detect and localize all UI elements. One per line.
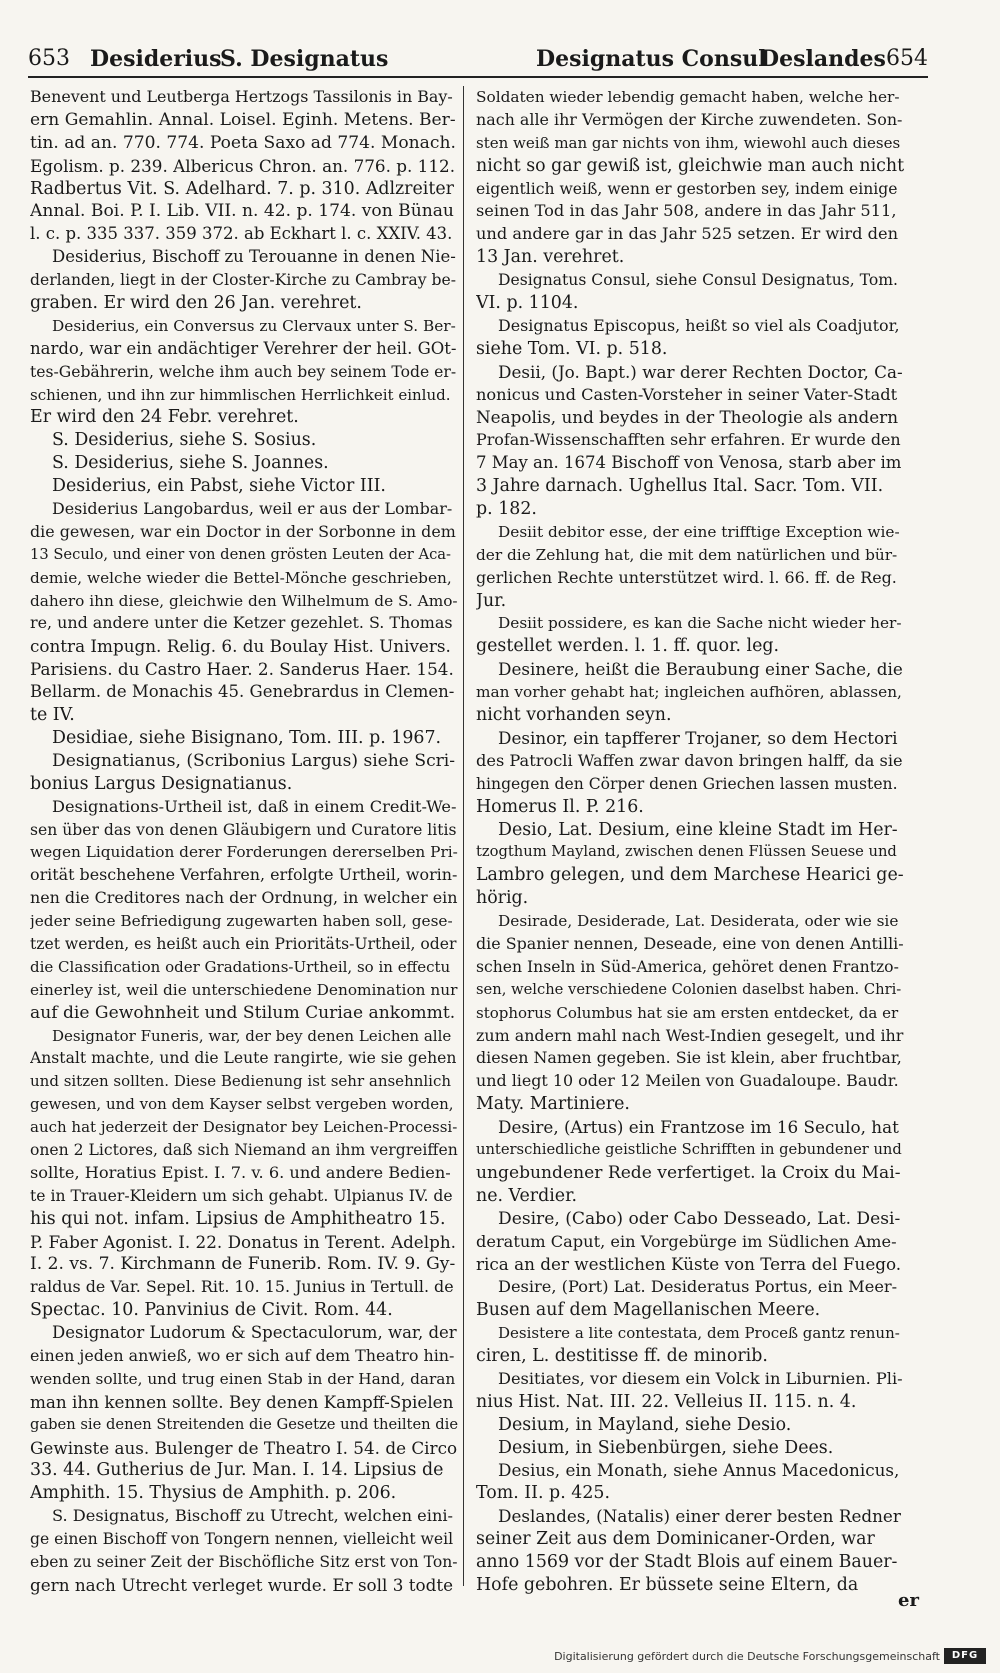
text-line: 7 May an. 1674 Bischoff von Venosa, starb aber im [476, 453, 902, 473]
column-divider [463, 86, 464, 1586]
text-line: Desistere a lite contestata, dem Proceß gantz renun- [498, 1324, 900, 1343]
running-header [28, 40, 928, 78]
text-line: raldus de Var. Sepel. Rit. 10. 15. Junius in Tertull. de [30, 1277, 454, 1297]
text-line: Annal. Boi. P. I. Lib. VII. n. 42. p. 174. von Bünau [30, 201, 454, 222]
text-line: schen Inseln in Süd-America, gehöret denen Frantzo- [476, 957, 899, 976]
text-line: S. Designatus, Bischoff zu Utrecht, welchen eini- [52, 1506, 454, 1526]
text-line: Desire, (Artus) ein Frantzose im 16 Seculo, hat [498, 1117, 899, 1138]
text-line: tin. ad an. 770. 774. Poeta Saxo ad 774. Monach. [30, 132, 456, 153]
text-line: Lambro gelegen, und dem Marchese Hearici ge- [476, 865, 904, 886]
text-line: auf die Gewohnheit und Stilum Curiae ankommt. [30, 1002, 456, 1023]
text-line: hingegen den Cörper denen Griechen lassen musten. [476, 774, 898, 793]
text-line: zum andern mahl nach West-Indien gesegelt, und ihr [476, 1025, 904, 1045]
text-line: man vorher gehabt hat; ingleichen aufhören, ablassen, [476, 683, 902, 702]
text-line: und andere gar in das Jahr 525 setzen. Er wird den [476, 224, 899, 244]
text-line: orität beschehene Verfahren, erfolgte Urtheil, worin- [30, 865, 458, 885]
text-line: derlanden, liegt in der Closter-Kirche zu Cambray be- [30, 271, 456, 290]
text-line: nicht so gar gewiß ist, gleichwie man auch nicht [476, 155, 904, 176]
text-line: nardo, war ein andächtiger Verehrer der heil. GOt- [30, 338, 457, 358]
text-line: Anstalt machte, und die Leute rangirte, wie sie gehen [30, 1049, 457, 1068]
text-line: nicht vorhanden seyn. [476, 705, 672, 726]
text-line: I. 2. vs. 7. Kirchmann de Funerib. Rom. IV. 9. Gy- [30, 1254, 456, 1275]
text-line: deratum Caput, ein Vorgebürge im Südlichen Ame- [476, 1231, 897, 1251]
text-line: te in Trauer-Kleidern um sich gehabt. Ulpianus IV. de [30, 1186, 453, 1205]
text-line: nius Hist. Nat. III. 22. Velleius II. 115. n. 4. [476, 1391, 857, 1412]
text-line: man ihn kennen sollte. Bey denen Kampff-Spielen [30, 1391, 454, 1412]
text-line: Desidiae, siehe Bisignano, Tom. III. p. 1967. [52, 727, 442, 748]
text-line: Designatus Episcopus, heißt so viel als Coadjutor, [498, 315, 900, 335]
text-line: sollte, Horatius Epist. I. 7. v. 6. und andere Bedien- [30, 1162, 451, 1182]
header-keyword-right-2: Deslandes [760, 46, 886, 72]
text-line: der die Zehlung hat, die mit dem natürlichen und bür- [476, 545, 898, 564]
text-line: 13 Jan. verehret. [476, 247, 625, 268]
text-line: Bellarm. de Monachis 45. Genebrardus in Clemen- [30, 682, 455, 702]
text-line: Er wird den 24 Febr. verehret. [30, 407, 299, 428]
text-line: Desinor, ein tapfferer Trojaner, so dem Hectori [498, 727, 898, 748]
text-line: sen, welche verschiedene Colonien daselbst haben. Chri- [476, 980, 902, 998]
text-line: und liegt 10 oder 12 Meilen von Guadaloupe. Baudr. [476, 1071, 899, 1091]
text-line: ge einen Bischoff von Tongern nennen, vielleicht weil [30, 1530, 454, 1549]
page-number-right: 654 [886, 46, 928, 71]
text-line: einerley ist, weil die unterschiedene Denomination nur [30, 980, 458, 999]
text-line: sen über das von denen Gläubigern und Curatore litis [30, 820, 457, 839]
text-line: Deslandes, (Natalis) einer derer besten Redner [498, 1506, 901, 1527]
text-line: P. Faber Agonist. I. 22. Donatus in Terent. Adelph. [30, 1231, 456, 1252]
text-line: wenden sollte, und trug einen Stab in der Hand, daran [30, 1369, 456, 1388]
text-line: re, und andere unter die Ketzer gezehlet. S. Thomas [30, 613, 453, 633]
text-line: sten weiß man gar nichts von ihm, wiewohl auch dieses [476, 133, 901, 152]
text-line: gestellet werden. l. 1. ff. quor. leg. [476, 636, 780, 657]
text-line: einen jeden anwieß, wo er sich auf dem Theatro hin- [30, 1345, 455, 1365]
text-line: S. Desiderius, siehe S. Joannes. [52, 453, 329, 474]
text-line: ciren, L. destitisse ff. de minorib. [476, 1345, 768, 1366]
text-line: seinen Tod in das Jahr 508, andere in das Jahr 511, [476, 201, 897, 221]
text-line: die Classification oder Gradations-Urtheil, so in effectu [30, 957, 451, 976]
text-line: Soldaten wieder lebendig gemacht haben, welche her- [476, 88, 900, 106]
text-line: eben zu seiner Zeit der Bischöfliche Sitz erst von Ton- [30, 1553, 458, 1571]
text-line: Desius, ein Monath, siehe Annus Macedonicus, [498, 1460, 900, 1481]
text-line: dahero ihn diese, gleichwie den Wilhelmum de S. Amo- [30, 591, 458, 610]
text-line: Spectac. 10. Panvinius de Civit. Rom. 44. [30, 1300, 393, 1321]
text-line: nach alle ihr Vermögen der Kirche zuwendeten. Son- [476, 109, 903, 129]
text-line: Desitiates, vor diesem ein Volck in Liburnien. Pli- [498, 1368, 903, 1388]
text-line: rica an der westlichen Küste von Terra del Fuego. [476, 1254, 902, 1275]
text-line: 33. 44. Gutherius de Jur. Man. I. 14. Lipsius de [30, 1460, 444, 1481]
text-line: und sitzen sollten. Diese Bedienung ist sehr ansehnlich [30, 1072, 452, 1091]
text-line: ungebundener Rede verfertiget. la Croix du Mai- [476, 1162, 901, 1183]
text-line: Desinere, heißt die Beraubung einer Sache, die [498, 659, 903, 680]
text-line: bonius Largus Designatianus. [30, 773, 293, 794]
catchword: er [898, 1590, 919, 1611]
right-text-column [476, 86, 904, 1597]
text-line: Desire, (Port) Lat. Desideratus Portus, ein Meer- [498, 1277, 898, 1297]
left-text-column [30, 86, 458, 1597]
text-line: Designator Ludorum & Spectaculorum, war, der [52, 1323, 457, 1343]
text-line: Desiderius, ein Pabst, siehe Victor III. [52, 476, 386, 497]
text-line: gaben sie denen Streitenden die Gesetze und theilten die [30, 1415, 458, 1433]
text-line: anno 1569 vor der Stadt Blois auf einem Bauer- [476, 1552, 898, 1572]
header-keyword-left-1: Desiderius [90, 46, 222, 72]
text-line: gewesen, und von dem Kayser selbst vergeben worden, [30, 1095, 454, 1114]
digitization-credit: Digitalisierung gefördert durch die Deutsche Forschungsgemeinschaft [554, 1650, 940, 1663]
text-line: 3 Jahre darnach. Ughellus Ital. Sacr. Tom. VII. [476, 476, 884, 497]
text-line: 13 Seculo, und einer von denen grösten Leuten der Aca- [30, 545, 452, 563]
text-line: die Spanier nennen, Deseade, eine von denen Antilli- [476, 933, 904, 953]
text-line: Desio, Lat. Desium, eine kleine Stadt im Her- [498, 819, 898, 840]
text-line: graben. Er wird den 26 Jan. verehret. [30, 293, 362, 314]
text-line: Maty. Martiniere. [476, 1094, 630, 1115]
text-line: eigentlich weiß, wenn er gestorben sey, indem einige [476, 179, 898, 198]
text-line: Desium, in Mayland, siehe Desio. [498, 1414, 792, 1435]
text-line: demie, welche wieder die Bettel-Mönche geschrieben, [30, 568, 452, 587]
text-line: siehe Tom. VI. p. 518. [476, 338, 668, 359]
text-line: jeder seine Befriedigung zugewarten haben soll, gese- [30, 912, 453, 931]
text-line: gern nach Utrecht verleget wurde. Er soll 3 todte [30, 1574, 453, 1595]
text-line: Designatus Consul, siehe Consul Designatus, Tom. [498, 271, 899, 290]
header-keyword-right-1: Designatus Consul [536, 46, 767, 72]
text-line: Profan-Wissenschafften sehr erfahren. Er wurde den [476, 430, 901, 450]
text-line: Homerus Il. P. 216. [476, 796, 644, 817]
text-line: tes-Gebährerin, welche ihm auch bey seinem Tode er- [30, 362, 457, 381]
header-keyword-left-2: S. Designatus [220, 46, 389, 72]
text-line: Desium, in Siebenbürgen, siehe Dees. [498, 1437, 834, 1458]
text-line: Desire, (Cabo) oder Cabo Desseado, Lat. Desi- [498, 1208, 901, 1229]
text-line: Designator Funeris, war, der bey denen Leichen alle [52, 1026, 452, 1045]
text-line: nen die Creditores nach der Ordnung, in welcher ein [30, 888, 458, 908]
text-line: stophorus Columbus hat sie am ersten entdecket, da er [476, 1003, 899, 1022]
text-line: his qui not. infam. Lipsius de Amphitheatro 15. [30, 1208, 446, 1229]
text-line: Desii, (Jo. Bapt.) war derer Rechten Doctor, Ca- [498, 361, 903, 382]
text-line: schienen, und ihn zur himmlischen Herrlichkeit einlud. [30, 385, 451, 404]
text-line: Benevent und Leutberga Hertzogs Tassilonis in Bay- [30, 87, 453, 106]
text-line: seiner Zeit aus dem Dominicaner-Orden, war [476, 1529, 875, 1550]
text-line: Desiit debitor esse, der eine trifftige Exception wie- [498, 522, 900, 541]
text-line: Neapolis, und beydes in der Theologie als andern [476, 407, 898, 428]
text-line: Tom. II. p. 425. [476, 1483, 610, 1504]
text-line: hörig. [476, 888, 529, 909]
text-line: ern Gemahlin. Annal. Loisel. Eginh. Metens. Ber- [30, 109, 456, 130]
page-number-left: 653 [28, 46, 70, 71]
dfg-logo: DFG [944, 1648, 986, 1664]
text-line: Designatianus, (Scribonius Largus) siehe Scri- [52, 750, 456, 771]
text-line: l. c. p. 335 337. 359 372. ab Eckhart l. c. XXIV. 43. [30, 224, 453, 244]
text-line: wegen Liquidation derer Forderungen dererselben Pri- [30, 843, 458, 862]
text-line: Desiit possidere, es kan die Sache nicht wieder her- [498, 614, 902, 633]
text-line: tzogthum Mayland, zwischen denen Flüssen Seuese und [476, 843, 897, 861]
text-line: tzet werden, es heißt auch ein Prioritäts-Urtheil, oder [30, 934, 457, 953]
text-line: ne. Verdier. [476, 1185, 578, 1206]
text-line: des Patrocli Waffen zwar davon bringen halff, da sie [476, 750, 903, 770]
text-line: unterschiedliche geistliche Schrifften in gebundener und [476, 1140, 902, 1158]
text-line: gerlichen Rechte unterstützet wird. l. 66. ff. de Reg. [476, 567, 897, 587]
text-line: te IV. [30, 705, 75, 726]
text-line: Hofe gebohren. Er büssete seine Eltern, da [476, 1574, 859, 1595]
text-line: Busen auf dem Magellanischen Meere. [476, 1300, 821, 1321]
text-line: VI. p. 1104. [476, 293, 579, 314]
text-line: auch hat jederzeit der Designator bey Leichen-Processi- [30, 1118, 458, 1137]
text-line: S. Desiderius, siehe S. Sosius. [52, 430, 317, 451]
text-line: Jur. [476, 590, 507, 611]
text-line: Amphith. 15. Thysius de Amphith. p. 206. [30, 1483, 397, 1504]
text-line: Desiderius, ein Conversus zu Clervaux unter S. Ber- [52, 316, 456, 335]
text-line: diesen Namen gegeben. Sie ist klein, aber fruchtbar, [476, 1048, 902, 1068]
text-line: onen 2 Lictores, daß sich Niemand an ihm vergreiffen [30, 1140, 458, 1159]
text-line: Parisiens. du Castro Haer. 2. Sanderus Haer. 154. [30, 659, 454, 680]
text-line: Egolism. p. 239. Albericus Chron. an. 776. p. 112. [30, 155, 456, 176]
text-line: die gewesen, war ein Doctor in der Sorbonne in dem [30, 521, 456, 541]
text-line: nonicus und Casten-Vorsteher in seiner Vater-Stadt [476, 384, 898, 404]
text-line: p. 182. [476, 499, 537, 520]
text-line: Desiderius, Bischoff zu Terouanne in denen Nie- [52, 247, 456, 267]
text-line: Radbertus Vit. S. Adelhard. 7. p. 310. Adlzreiter [30, 178, 454, 199]
text-line: Desiderius Langobardus, weil er aus der Lombar- [52, 499, 453, 519]
text-line: contra Impugn. Relig. 6. du Boulay Hist. Univers. [30, 636, 451, 657]
text-line: Gewinste aus. Bulenger de Theatro I. 54. de Circo [30, 1437, 458, 1458]
text-line: Designations-Urtheil ist, daß in einem Credit-We- [52, 796, 457, 816]
text-line: Desirade, Desiderade, Lat. Desiderata, oder wie sie [498, 912, 899, 931]
